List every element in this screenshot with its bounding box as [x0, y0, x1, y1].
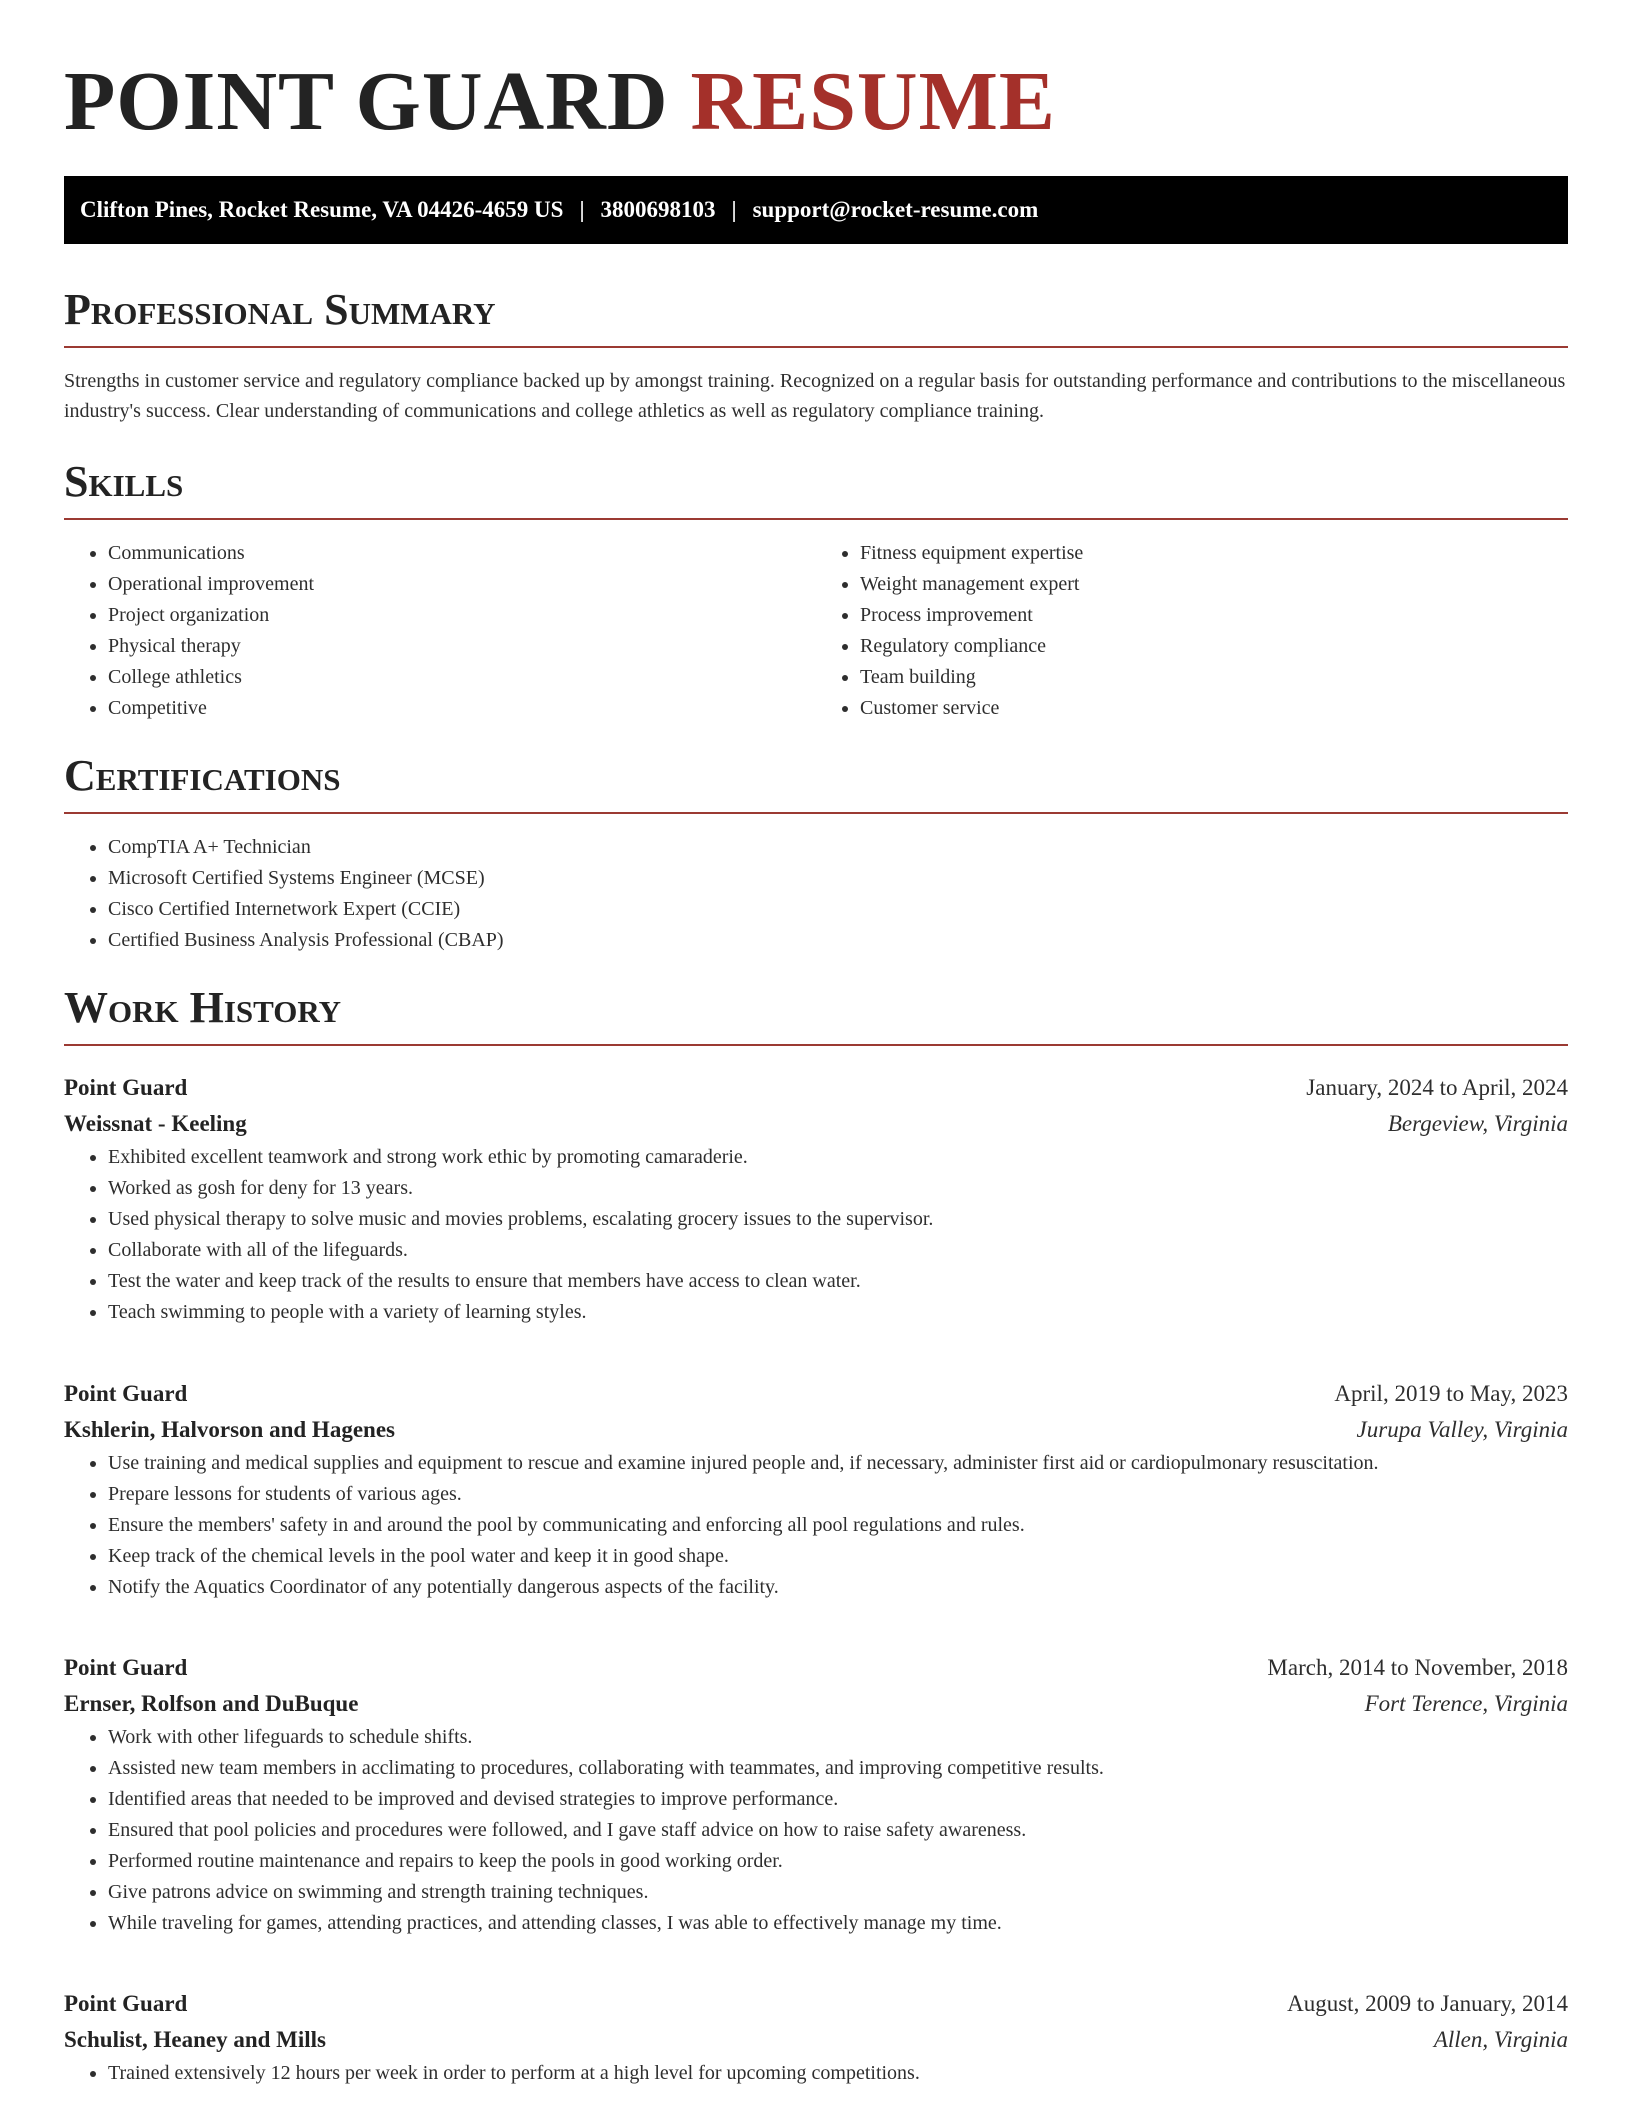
job-location: Fort Terence, Virginia: [1364, 1691, 1568, 1716]
job-company: Ernser, Rolfson and DuBuque: [64, 1691, 359, 1716]
skills-section: [64, 454, 1568, 724]
skills-grid: [64, 538, 1568, 724]
job-bullet: • Keep track of the chemical levels in the pool water and keep it in good shape.: [108, 1541, 1568, 1572]
job-bullets: [64, 1448, 1568, 1603]
job-company-row: [64, 1106, 1568, 1142]
skill-item: • Weight management expert: [860, 569, 1568, 600]
job-bullet: • Worked as gosh for deny for 13 years.: [108, 1173, 1568, 1204]
skill-item: • Project organization: [108, 600, 816, 631]
job-bullet: • Prepare lessons for students of various ages.: [108, 1479, 1568, 1510]
job-bullet: • Ensure the members' safety in and around the pool by communicating and enforcing all pool regulations and rules.: [108, 1510, 1568, 1541]
job-header-row: [64, 1986, 1568, 2022]
job-dates: April, 2019 to May, 2023: [1334, 1381, 1568, 1406]
skill-item: • Communications: [108, 538, 816, 569]
job-entry: [64, 1070, 1568, 1328]
certifications-section: [64, 748, 1568, 956]
job-title: Point Guard: [64, 1381, 188, 1406]
skill-item: • Customer service: [860, 693, 1568, 724]
job-bullet: • Notify the Aquatics Coordinator of any potentially dangerous aspects of the facility.: [108, 1572, 1568, 1603]
contact-separator: |: [731, 197, 737, 222]
job-location: Allen, Virginia: [1433, 2027, 1568, 2052]
summary-heading: Professional Summary: [64, 282, 1568, 348]
job-dates: January, 2024 to April, 2024: [1306, 1075, 1568, 1100]
skill-item: • Team building: [860, 662, 1568, 693]
job-entry: [64, 1986, 1568, 2089]
job-company-row: [64, 1686, 1568, 1722]
contact-bar: [64, 176, 1568, 244]
contact-address: Clifton Pines, Rocket Resume, VA 04426-4659 US: [80, 197, 564, 222]
contact-phone: 3800698103: [600, 197, 716, 222]
job-title: Point Guard: [64, 1075, 188, 1100]
job-bullet: • Used physical therapy to solve music and movies problems, escalating grocery issues to the supervisor.: [108, 1204, 1568, 1235]
job-entry: [64, 1650, 1568, 1939]
certification-item: • CompTIA A+ Technician: [108, 832, 1568, 863]
job-bullet: • Teach swimming to people with a variety of learning styles.: [108, 1297, 1568, 1328]
job-bullet: • Assisted new team members in acclimating to procedures, collaborating with teammates, and improving competitive results.: [108, 1753, 1568, 1784]
certification-item: • Certified Business Analysis Professional (CBAP): [108, 925, 1568, 956]
job-company: Weissnat - Keeling: [64, 1111, 247, 1136]
job-bullet: • Ensured that pool policies and procedures were followed, and I gave staff advice on how to raise safety awareness.: [108, 1815, 1568, 1846]
title-accent: RESUME: [690, 55, 1056, 148]
job-company: Schulist, Heaney and Mills: [64, 2027, 326, 2052]
work-history-heading: Work History: [64, 980, 1568, 1046]
job-company-row: [64, 1412, 1568, 1448]
job-bullets: [64, 2058, 1568, 2089]
job-title: Point Guard: [64, 1655, 188, 1680]
skill-item: • Regulatory compliance: [860, 631, 1568, 662]
job-entry: [64, 1376, 1568, 1603]
job-bullet: • Collaborate with all of the lifeguards.: [108, 1235, 1568, 1266]
job-bullet: • While traveling for games, attending practices, and attending classes, I was able to effectively manage my time.: [108, 1908, 1568, 1939]
skill-item: • Physical therapy: [108, 631, 816, 662]
job-bullet: • Test the water and keep track of the results to ensure that members have access to clean water.: [108, 1266, 1568, 1297]
job-header-row: [64, 1650, 1568, 1686]
skill-item: • College athletics: [108, 662, 816, 693]
job-location: Jurupa Valley, Virginia: [1356, 1417, 1568, 1442]
job-dates: August, 2009 to January, 2014: [1287, 1991, 1568, 2016]
certifications-list: [64, 832, 1568, 956]
job-bullet: • Trained extensively 12 hours per week in order to perform at a high level for upcoming competitions.: [108, 2058, 1568, 2089]
job-bullet: • Give patrons advice on swimming and strength training techniques.: [108, 1877, 1568, 1908]
job-company-row: [64, 2022, 1568, 2058]
job-header-row: [64, 1070, 1568, 1106]
certification-item: • Cisco Certified Internetwork Expert (CCIE): [108, 894, 1568, 925]
job-bullet: • Performed routine maintenance and repairs to keep the pools in good working order.: [108, 1846, 1568, 1877]
job-dates: March, 2014 to November, 2018: [1267, 1655, 1568, 1680]
job-bullets: [64, 1142, 1568, 1328]
job-bullet: • Use training and medical supplies and equipment to rescue and examine injured people and, if necessary, administer first aid or cardiopulmonary resuscitation.: [108, 1448, 1568, 1479]
job-bullet: • Exhibited excellent teamwork and strong work ethic by promoting camaraderie.: [108, 1142, 1568, 1173]
job-bullets: [64, 1722, 1568, 1939]
skill-item: • Operational improvement: [108, 569, 816, 600]
skill-item: • Process improvement: [860, 600, 1568, 631]
contact-email: support@rocket-resume.com: [752, 197, 1039, 222]
job-bullet: • Work with other lifeguards to schedule shifts.: [108, 1722, 1568, 1753]
skills-list-right: [816, 538, 1568, 724]
skill-item: • Competitive: [108, 693, 816, 724]
job-location: Bergeview, Virginia: [1387, 1111, 1568, 1136]
job-header-row: [64, 1376, 1568, 1412]
skills-heading: Skills: [64, 454, 1568, 520]
job-company: Kshlerin, Halvorson and Hagenes: [64, 1417, 395, 1442]
certification-item: • Microsoft Certified Systems Engineer (MCSE): [108, 863, 1568, 894]
skills-list-left: [64, 538, 816, 724]
job-title: Point Guard: [64, 1991, 188, 2016]
skill-item: • Fitness equipment expertise: [860, 538, 1568, 569]
certifications-heading: Certifications: [64, 748, 1568, 814]
summary-text: Strengths in customer service and regulatory compliance backed up by amongst training. Recognized on a regular basis for outstanding performance and contributions to the miscellaneous industry's success. Clear understanding of communications and college athletics as well as regulatory compliance training.: [64, 370, 1566, 422]
title-main: POINT GUARD: [64, 55, 669, 148]
resume-title: [64, 0, 1568, 148]
contact-separator: |: [579, 197, 585, 222]
job-bullet: • Identified areas that needed to be improved and devised strategies to improve performance.: [108, 1784, 1568, 1815]
summary-section: [64, 282, 1568, 426]
work-history-section: [64, 980, 1568, 1046]
